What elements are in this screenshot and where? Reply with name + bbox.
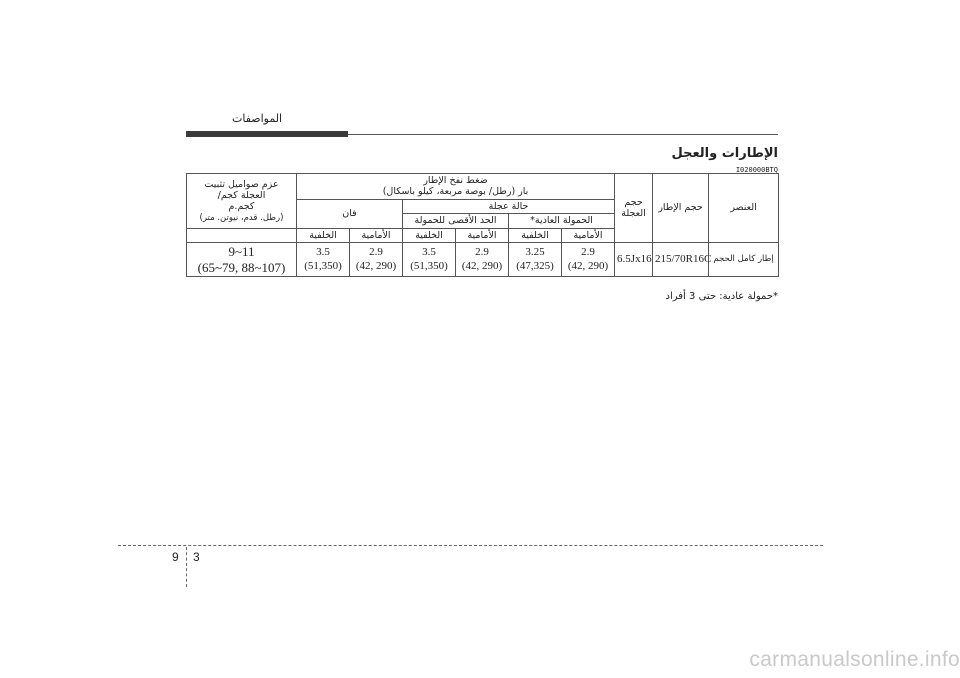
header-pressure: [297, 174, 615, 200]
max-rear-value: 3.5: [422, 246, 436, 259]
header-item: العنصر: [709, 174, 779, 243]
spare-front-value: 2.9: [369, 246, 383, 259]
header-full-size: حالة عجلة: [403, 199, 615, 213]
spare-rear-sub: (51,350): [304, 259, 342, 272]
normal-front-sub: (42, 290): [567, 259, 609, 272]
header-normal-load: الحمولة العادية*: [509, 214, 615, 228]
cell-wheel-size: 6.5Jx16: [615, 242, 653, 276]
normal-front-value: 2.9: [581, 246, 595, 259]
header-torque-line1: عزم صواميل تثبيت: [204, 178, 279, 190]
page-number: 3: [193, 550, 200, 564]
header-spare-front: الأمامية: [350, 228, 403, 242]
header-pressure-line2: بار (رطل/ بوصة مربعة، كيلو باسكال): [382, 186, 529, 198]
normal-rear-value: 3.25: [525, 246, 545, 259]
footer-divider: [186, 547, 187, 587]
footer-rule: [118, 545, 823, 546]
header-spare-rear: الخلفية: [297, 228, 350, 242]
section-code: I020000BTQ: [735, 166, 778, 174]
cell-item-label: إطار كامل الحجم: [709, 242, 779, 276]
footnote-text: حمولة عادية: حتى 3 أفراد: [665, 291, 773, 302]
header-torque: [187, 174, 297, 229]
section-title: الإطارات والعجل: [671, 146, 778, 161]
header-spare: فان: [297, 199, 403, 228]
max-front-value: 2.9: [475, 246, 489, 259]
tire-spec-table: [186, 173, 779, 277]
header-torque-line4: (رطل. قدم، نيوتن. متر): [199, 212, 284, 223]
torque-value: 9~11: [228, 243, 255, 259]
watermark: carmanualsonline.info: [749, 648, 960, 671]
cell-tire-size: 215/70R16C: [653, 242, 709, 276]
header-torque-blank: [187, 228, 297, 242]
spare-rear-value: 3.5: [316, 246, 330, 259]
header-normal-front: الأمامية: [562, 228, 615, 242]
header-wheel-size: حجم العجلة: [615, 174, 653, 243]
header-max-load: الحد الأقصى للحمولة: [403, 214, 509, 228]
table-row: [187, 242, 779, 276]
cell-spare-rear: [297, 242, 350, 276]
normal-rear-sub: (47,325): [516, 259, 554, 272]
header-tire-size: حجم الإطار: [653, 174, 709, 243]
footnote: [600, 291, 778, 302]
page-number-chapter: 9: [172, 550, 179, 564]
header-torque-line3: كجم.م: [228, 201, 255, 213]
header-torque-line2: العجلة كجم/: [217, 189, 266, 201]
cell-normal-front: [562, 242, 615, 276]
page-header-title: المواصفات: [232, 112, 283, 125]
cell-torque: [187, 242, 297, 276]
torque-sub: (65~79, 88~107): [197, 259, 286, 275]
header-rule: [348, 134, 778, 135]
cell-max-front: [456, 242, 509, 276]
header-pressure-line1: ضغط نفخ الإطار: [423, 175, 488, 186]
header-max-rear: الخلفية: [403, 228, 456, 242]
cell-max-rear: [403, 242, 456, 276]
footnote-mark: *: [773, 291, 778, 302]
cell-spare-front: [350, 242, 403, 276]
max-rear-sub: (51,350): [410, 259, 448, 272]
cell-normal-rear: [509, 242, 562, 276]
spare-front-sub: (42, 290): [355, 259, 397, 272]
header-bar: [186, 131, 348, 137]
header-max-front: الأمامية: [456, 228, 509, 242]
header-normal-rear: الخلفية: [509, 228, 562, 242]
max-front-sub: (42, 290): [461, 259, 503, 272]
